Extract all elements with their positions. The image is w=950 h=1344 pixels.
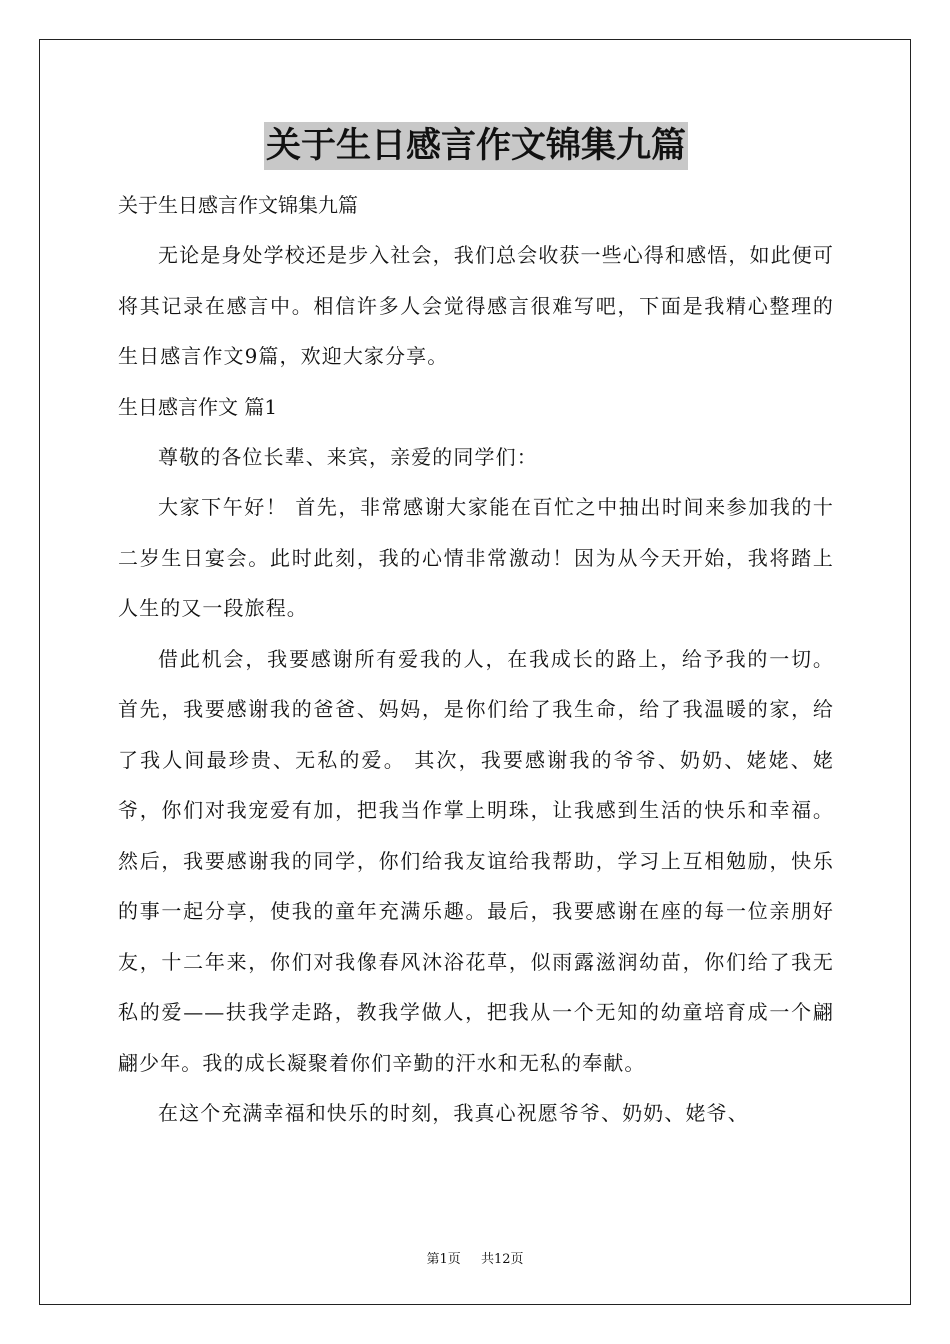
intro-paragraph: 无论是身处学校还是步入社会，我们总会收获一些心得和感悟，如此便可将其记录在感言中。相信许多人会觉得感言很难写吧，下面是我精心整理的生日感言作文9篇，欢迎大家分享。 bbox=[118, 243, 834, 368]
page-footer bbox=[0, 1248, 950, 1267]
document-title: 关于生日感言作文锦集九篇 bbox=[264, 122, 688, 170]
document-subtitle: 关于生日感言作文锦集九篇 bbox=[118, 193, 358, 217]
page-number: 第1页 bbox=[426, 1252, 461, 1267]
paragraph-greeting: 尊敬的各位长辈、来宾，亲爱的同学们： bbox=[158, 444, 538, 469]
paragraph-wishes: 在这个充满幸福和快乐的时刻，我真心祝愿爷爷、奶奶、姥爷、 bbox=[158, 1101, 749, 1125]
document-body bbox=[118, 122, 834, 1139]
section-heading: 生日感言作文 篇1 bbox=[118, 394, 278, 419]
paragraph-opening: 大家下午好！ 首先，非常感谢大家能在百忙之中抽出时间来参加我的十二岁生日宴会。此时此刻，我的心情非常激动！因为从今天开始，我将踏上人生的又一段旅程。 bbox=[118, 495, 834, 620]
page-total: 共12页 bbox=[480, 1252, 524, 1267]
title-container bbox=[118, 122, 834, 170]
paragraph-thanks: 借此机会，我要感谢所有爱我的人，在我成长的路上，给予我的一切。 首先，我要感谢我的爸爸、妈妈，是你们给了我生命，给了我温暖的家，给了我人间最珍贵、无私的爱。 其次，我要感谢我的爷爷、奶奶、姥姥、姥爷，你们对我宠爱有加，把我当作掌上明珠，让我感到生活的快乐和幸福。 然后，我要感谢我的同学，你们给我友谊给我帮助，学习上互相勉励，快乐的事一起分享，使我的童年充满乐趣。最后，我要感谢在座的每一位亲朋好友，十二年来，你们对我像春风沐浴花草，似雨露滋润幼苗，你们给了我无私的爱——扶我学走路，教我学做人，把我从一个无知的幼童培育成一个翩翩少年。我的成长凝聚着你们辛勤的汗水和无私的奉献。 bbox=[118, 646, 834, 1075]
